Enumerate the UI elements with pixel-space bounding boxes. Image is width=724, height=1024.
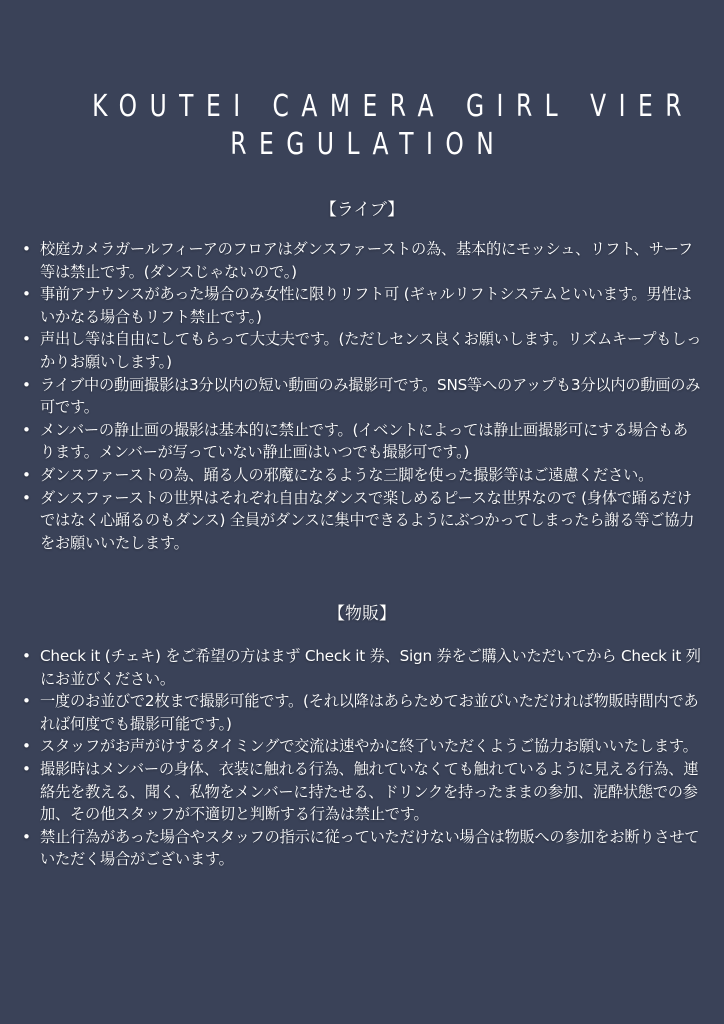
list-item: • 校庭カメラガールフィーアのフロアはダンスファーストの為、基本的にモッシュ、リフト、サーフ等は禁止です。(ダンスじゃないので。) <box>22 238 702 283</box>
goods-rules-list <box>22 645 702 871</box>
title-line-2: REGULATION <box>230 127 507 162</box>
live-rules-list <box>22 238 702 554</box>
live-section-heading: 【ライブ】 <box>319 200 405 220</box>
list-item: • ダンスファーストの世界はそれぞれ自由なダンスで楽しめるピースな世界なので (身体で踊るだけではなく心踊るのもダンス) 全員がダンスに集中できるようにぶつかってしまったら謝る等ご協力をお願いいたします。 <box>22 487 702 555</box>
list-item: • 撮影時はメンバーの身体、衣装に触れる行為、触れていなくても触れているように見える行為、連絡先を教える、聞く、私物をメンバーに持たせる、ドリンクを持ったままの参加、泥酔状態での参加、その他スタッフが不適切と判断する行為は禁止です。 <box>22 758 702 826</box>
title-line-1: KOUTEI CAMERA GIRL VIER <box>92 89 694 124</box>
list-item: • ダンスファーストの為、踊る人の邪魔になるような三脚を使った撮影等はご遠慮ください。 <box>22 464 702 487</box>
list-item: • 声出し等は自由にしてもらって大丈夫です。(ただしセンス良くお願いします。リズムキープもしっかりお願いします。) <box>22 328 702 373</box>
list-item: • 一度のお並びで2枚まで撮影可能です。(それ以降はあらためてお並びいただければ物販時間内であれば何度でも撮影可能です。) <box>22 690 702 735</box>
list-item: • メンバーの静止画の撮影は基本的に禁止です。(イベントによっては静止画撮影可にする場合もあります。メンバーが写っていない静止画はいつでも撮影可です。) <box>22 419 702 464</box>
list-item: • 事前アナウンスがあった場合のみ女性に限りリフト可 (ギャルリフトシステムといいます。男性はいかなる場合もリフト禁止です。) <box>22 283 702 328</box>
list-item: • 禁止行為があった場合やスタッフの指示に従っていただけない場合は物販への参加をお断りさせていただく場合がございます。 <box>22 826 702 871</box>
page-title <box>80 88 694 164</box>
list-item: • スタッフがお声がけするタイミングで交流は速やかに終了いただくようご協力お願いいたします。 <box>22 735 702 758</box>
goods-section-heading: 【物販】 <box>328 604 396 624</box>
list-item: • ライブ中の動画撮影は3分以内の短い動画のみ撮影可です。SNS等へのアップも3分以内の動画のみ可です。 <box>22 374 702 419</box>
list-item: • Check it (チェキ) をご希望の方はまず Check it 券、Sign 券をご購入いただいてから Check it 列にお並びください。 <box>22 645 702 690</box>
